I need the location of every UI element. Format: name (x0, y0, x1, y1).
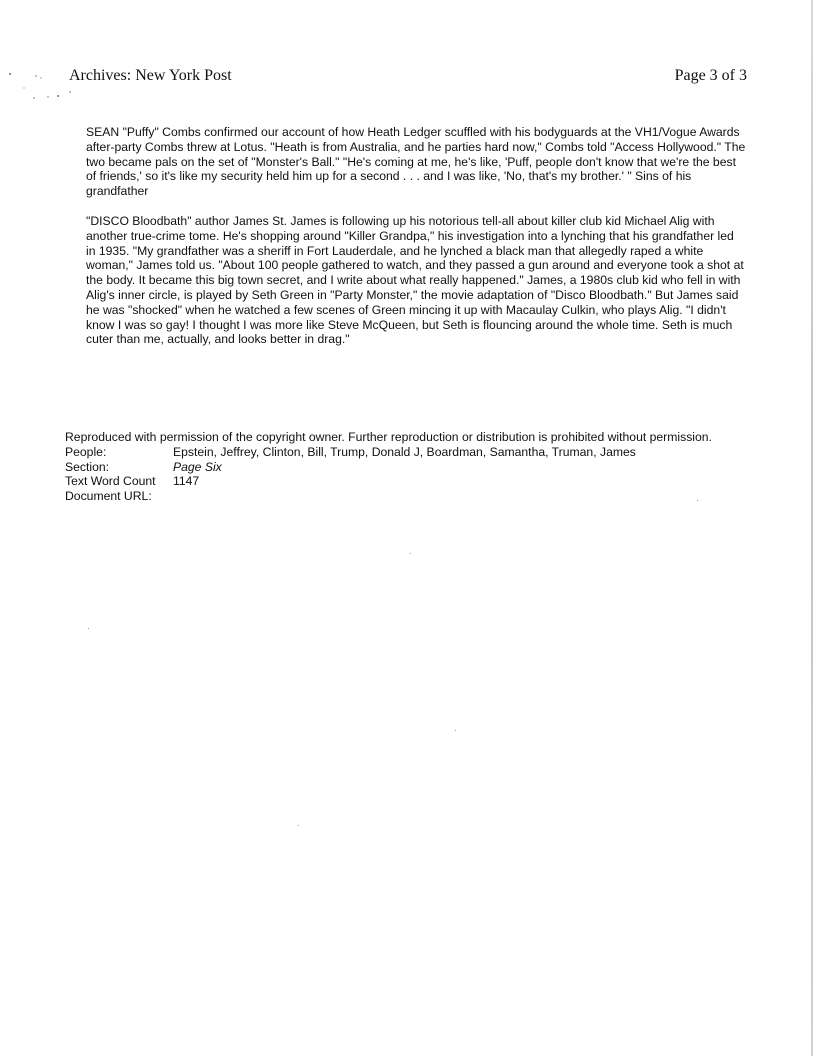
page-indicator: Page 3 of 3 (674, 67, 747, 84)
scan-speck (88, 628, 89, 629)
section-row (65, 460, 755, 475)
document-url-row (65, 489, 755, 504)
section-label: Section: (65, 459, 110, 474)
document-url-value (173, 489, 755, 504)
document-url-label: Document URL: (65, 489, 152, 504)
scan-speck (298, 825, 299, 826)
article-paragraph: SEAN "Puffy" Combs confirmed our account of how Heath Ledger scuffled with his bodyguards at the VH1/Vogue Awards after-party Combs threw at Lotus. "Heath is from Australia, and he parties hard now," Combs told "Access Hollywood." The two became pals on the set of "Monster's Ball." "He's coming at me, he's like, 'Puff, people don't know that we're the best of friends,' so it's like my security held him up for a second . . . and I was like, 'No, that's my brother.' " Sins of his grandfather (86, 125, 746, 199)
people-label: People: (65, 444, 107, 459)
scan-speck (410, 553, 411, 554)
scan-speck (455, 730, 456, 731)
word-count-value: 1147 (173, 474, 200, 489)
scan-specks (8, 64, 78, 108)
people-row (65, 445, 755, 460)
word-count-label: Text Word Count (65, 474, 156, 489)
word-count-row (65, 474, 755, 489)
scan-edge (811, 0, 813, 1056)
copyright-notice: Reproduced with permission of the copyright owner. Further reproduction or distribution is prohibited without permission. (65, 430, 712, 444)
article-paragraph: "DISCO Bloodbath" author James St. James is following up his notorious tell-all about killer club kid Michael Alig with another true-crime tome. He's shopping around "Killer Grandpa," his investigation into a lynching that his grandfather led in 1935. "My grandfather was a sheriff in Fort Lauderdale, and he lynched a black man that allegedly raped a white woman," James told us. "About 100 people gathered to watch, and they passed a gun around and everyone took a shot at the body. It became this big town secret, and I write about what really happened." James, a 1980s club kid who fell in with Alig's inner circle, is played by Seth Green in "Party Monster," the movie adaptation of "Disco Bloodbath." But James said he was "shocked" when he watched a few scenes of Green mincing it up with Macaulay Culkin, who plays Alig. "I didn't know I was so gay! I thought I was more like Steve McQueen, but Seth is flouncing around the whole time. Seth is much cuter than me, actually, and looks better in drag." (86, 213, 744, 347)
section-value: Page Six (173, 459, 222, 474)
archive-title: Archives: New York Post (69, 67, 232, 84)
document-metadata (65, 430, 755, 504)
people-value: Epstein, Jeffrey, Clinton, Bill, Trump, Donald J, Boardman, Samantha, Truman, James (173, 444, 636, 459)
article-body (86, 125, 746, 362)
